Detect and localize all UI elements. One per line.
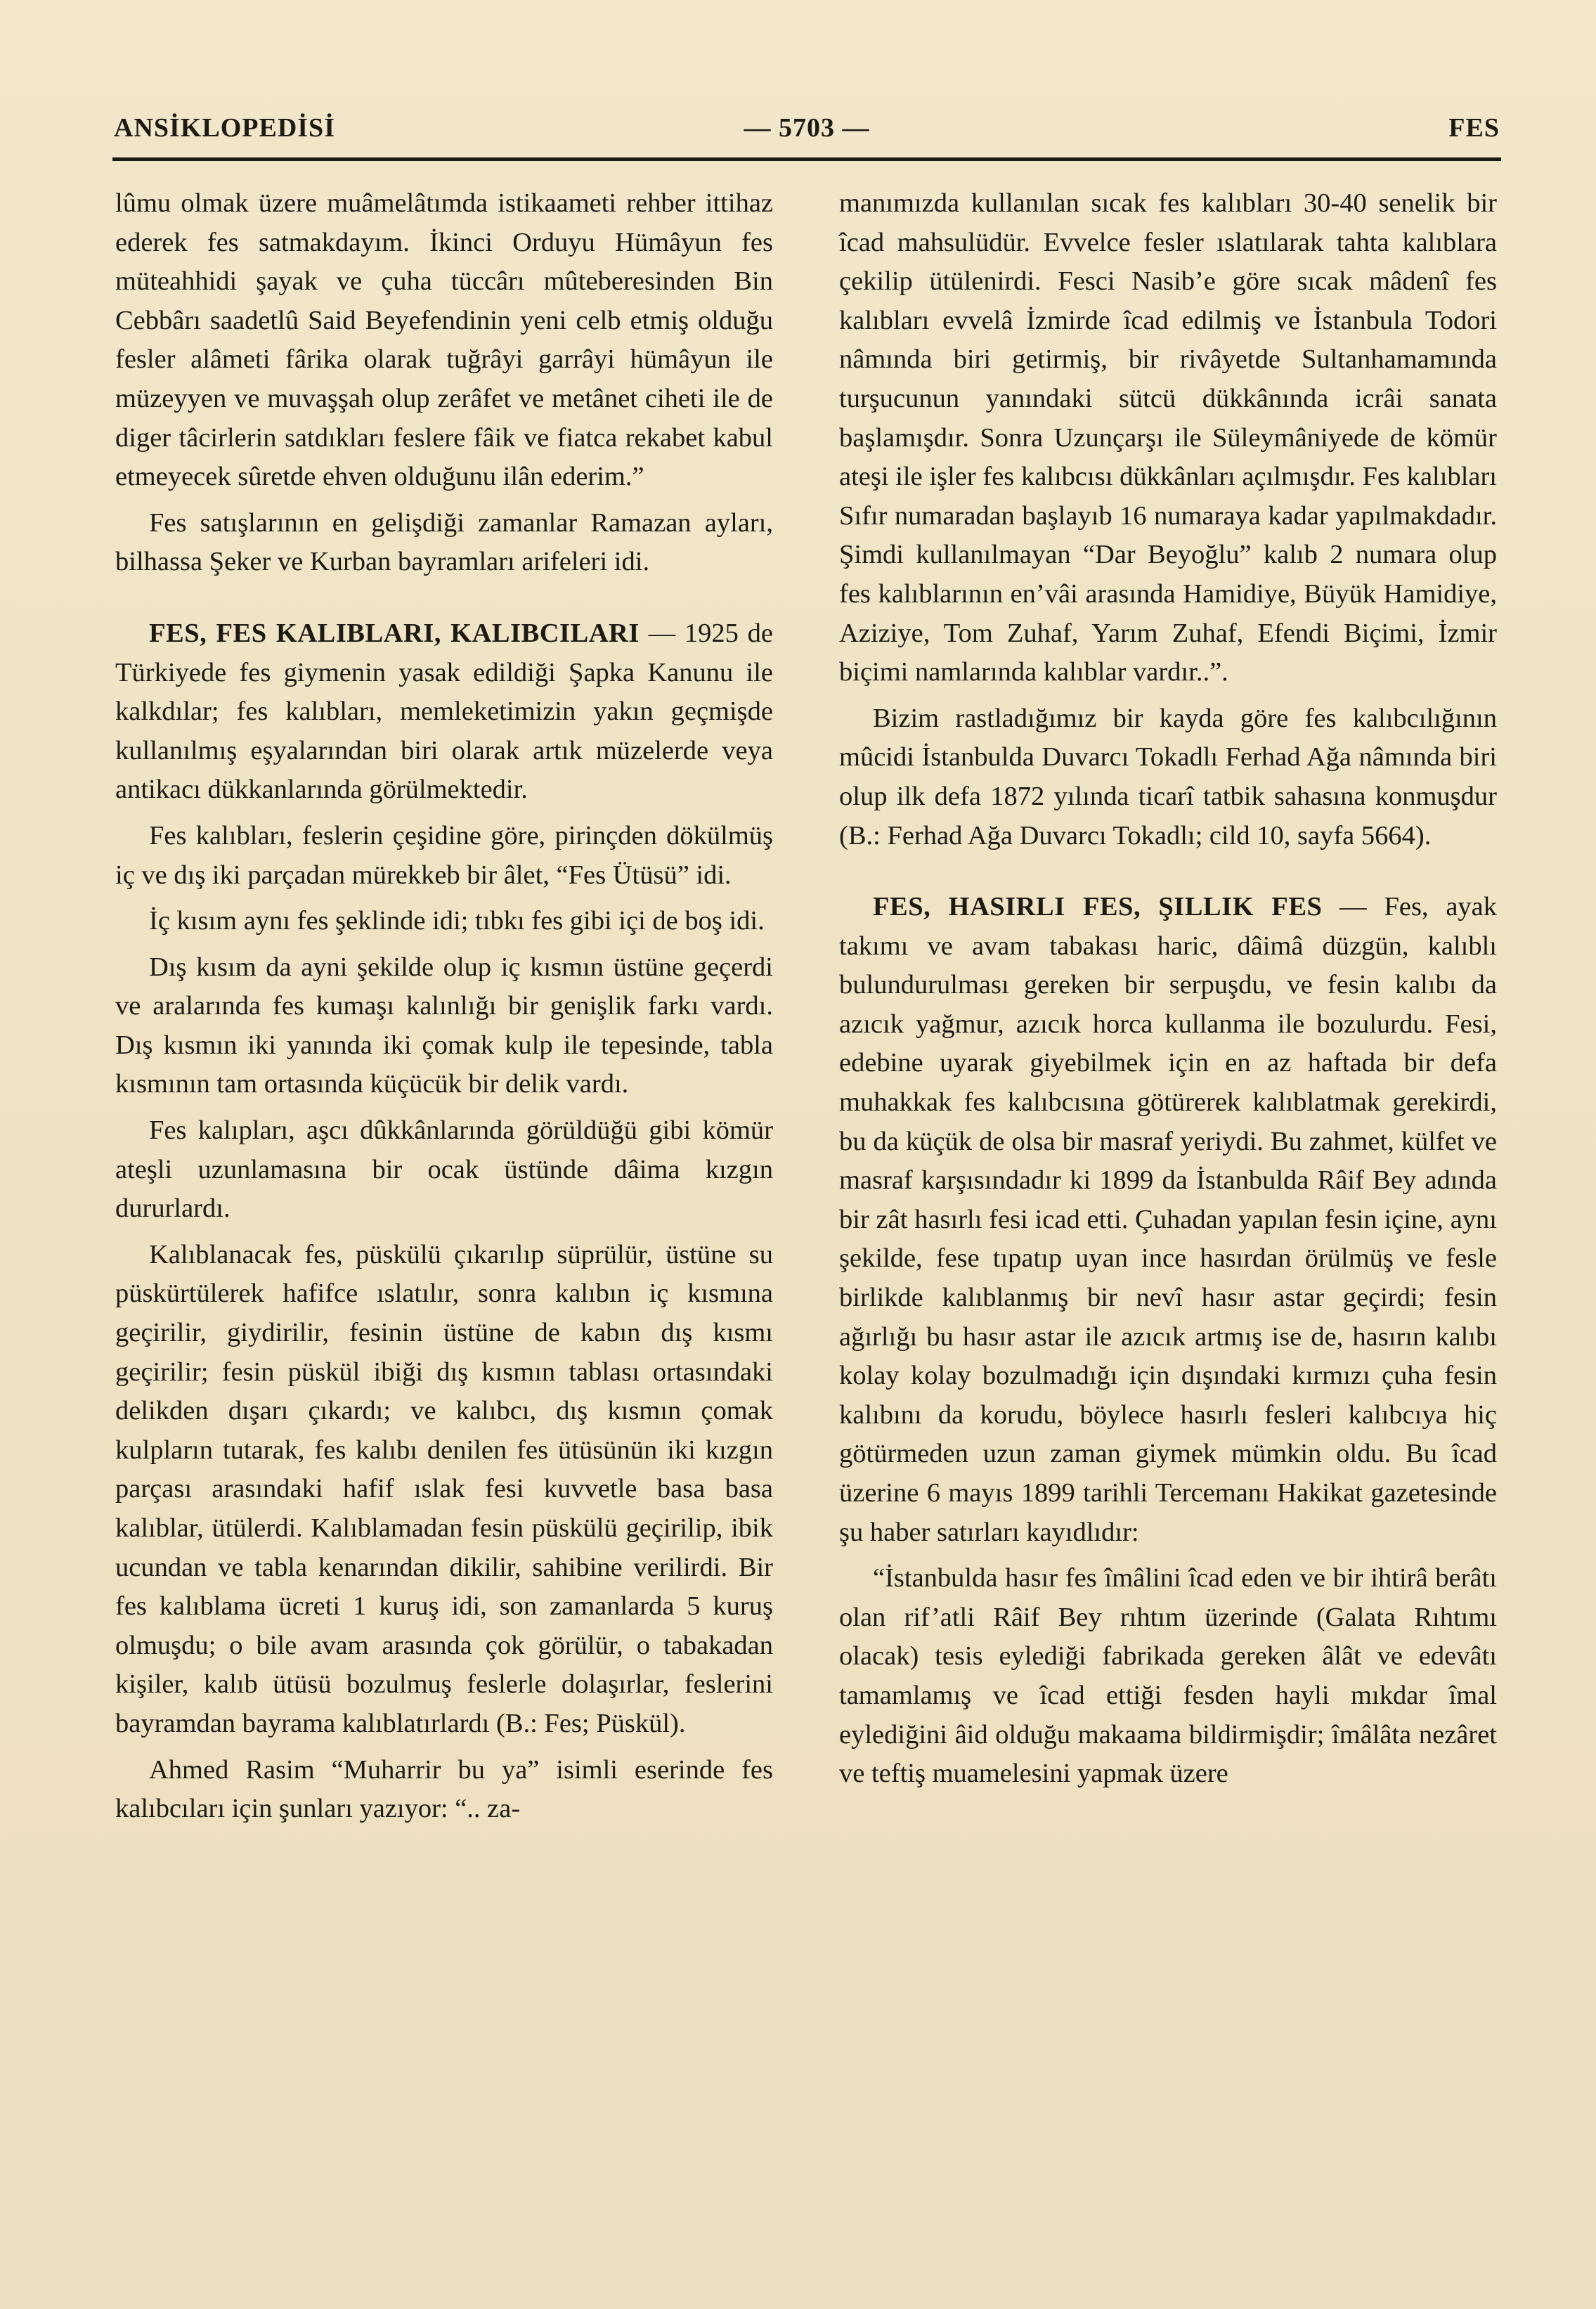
continued-paragraph: lûmu olmak üzere muâmelâtımda istikaameti rehber ittihaz ederek fes satmakdayım. İkinci Orduyu Hümâyun fes müteahhidi şayak ve çuha tüccârı mûteberesinden Bin Cebbârı saadetlû Said Beyefendinin yeni celb etmiş olduğu fesler alâmeti fârika olarak tuğrâyi garrâyi hümâyun ile müzeyyen ve muvaşşah olup zerâfet ve metânet ciheti ile de diger tâcirlerin satdıkları feslere fâik ve fiatca rekabet kabul etmeyecek sûretde ehven olduğunu ilân ederim.”	[115, 188, 773, 492]
paragraph: Fes kalıbları, feslerin çeşidine göre, pirinçden dökülmüş iç ve dış iki parçadan mürekkeb bir âlet, “Fes Ütüsü” idi.	[115, 820, 773, 890]
right-column	[839, 184, 1497, 1801]
section-lead-text: Fes, ayak takımı ve avam tabakası haric, dâimâ düzgün, kalıblı bulundurulması gereken bir serpuşdu, ve fesin kalıbı da azıcık yağmur, azıcık horca kullanma ile bozulurdu. Fesi, edebine uyarak giyebilmek için en az haftada bir defa muhakkak fes kalıbcısına götürerek kalıblatmak gerekirdi, bu da küçük de olsa bir masraf yeriydi. Bu zahmet, külfet ve masraf karşısındadır ki 1899 da İstanbulda Râif Bey adında bir zât hasırlı fesi icad etti. Çuhadan yapılan fesin içine, aynı şekilde, fese tıpatıp uyan ince hasırdan örülmüş ve fesle birlikde kalıblanmış bir nevî hasır astar geçirdi; fesin ağırlığı bu hasır astar ile azıcık artmış ise de, hasırın kalıbı kolay kolay bozulmadığı için dışındaki kırmızı çuha fesin kalıbını da korudu, böylece hasırlı fesleri kalıbcıya hiç götürmeden uzun zaman giymek mümkin oldu. Bu îcad üzerine 6 mayıs 1899 tarihli Tercemanı Hakikat gazetesinde şu haber satırları kayıdlıdır:	[839, 892, 1497, 1547]
section-heading: FES, HASIRLI FES, ŞILLIK FES	[873, 892, 1323, 922]
paragraph: Ahmed Rasim “Muharrir bu ya” isimli eserinde fes kalıbcıları için şunları yazıyor: “.. za-	[115, 1754, 773, 1824]
paragraph: Kalıblanacak fes, püskülü çıkarılıp süprülür, üstüne su püskürtülerek hafifce ıslatılır, sonra kalıbın iç kısmına geçirilir, giydirilir, fesinin üstüne de kabın dış kısmı geçirilir; fesin püskül ibiği dış kısmın tablası ortasındaki delikden dışarı çıkardı; ve kalıbcı, dış kısmın çomak kulpların tutarak, fes kalıbı denilen fes ütüsünün iki kızgın parçası arasındaki hafif ıslak fesi kuvvetle basa basa kalıblar, ütülerdi. Kalıblamadan fesin püskülü geçirilip, ibik ucundan ve tabla kenarından dikilir, sahibine verilirdi. Bir fes kalıblama ücreti 1 kuruş idi, son zamanlarda 5 kuruş olmuşdu; o bile avam arasında çok görülür, o tabakadan kişiler, kalıb ütüsü bozulmuş feslerle dolaşırlar, feslerini bayramdan bayrama kalıblatırlardı (B.: Fes; Püskül).	[115, 1239, 773, 1738]
quoted-paragraph: “İstanbulda hasır fes îmâlini îcad eden ve bir ihtirâ berâtı olan rif’atli Râif Bey rıhtım üzerinde (Galata Rıhtımı olacak) tesis eylediği fabrikada gereken âlât ve edevâtı tamamlamış ve îcad ettiği fesden hayli mıkdar îmal eylediğini âid olduğu makaama bildirmişdir; îmâlâta nezâret ve teftiş muamelesini yapmak üzere	[839, 1563, 1497, 1789]
header-rule	[112, 157, 1501, 161]
left-column	[115, 184, 773, 1836]
header-page-number: — 5703 —	[744, 113, 870, 143]
header-publication-title: ANSİKLOPEDİSİ	[114, 113, 335, 143]
paragraph: Fes satışlarının en gelişdiği zamanlar Ramazan ayları, bilhassa Şeker ve Kurban bayramları arifeleri idi.	[115, 507, 773, 577]
heading-dash: —	[1322, 892, 1384, 922]
paragraph: İç kısım aynı fes şeklinde idi; tıbkı fes gibi içi de boş idi.	[149, 906, 765, 936]
section-entry-fes-kaliblari	[115, 614, 773, 810]
section-lead-text: 1925 de Türkiyede fes giymenin yasak edildiği Şapka Kanunu ile kalkdılar; fes kalıbları, memleketimizin yakın geçmişde kullanılmış eşyalarından biri olarak artık müzelerde veya antikacı dükkanlarında görülmektedir.	[115, 618, 773, 805]
running-head	[114, 112, 1500, 155]
heading-dash: —	[639, 618, 685, 648]
header-entry-keyword: FES	[1448, 113, 1500, 143]
paragraph: Bizim rastladığımız bir kayda göre fes kalıbcılığının mûcidi İstanbulda Duvarcı Tokadlı Ferhad Ağa nâmında biri olup ilk defa 1872 yılında ticarî tatbik sahasına konmuşdur (B.: Ferhad Ağa Duvarcı Tokadlı; cild 10, sayfa 5664).	[839, 703, 1497, 850]
paragraph: Fes kalıpları, aşcı dûkkânlarında görüldüğü gibi kömür ateşli uzunlamasına bir ocak üstünde dâima kızgın dururlardı.	[115, 1115, 773, 1224]
section-entry-hasirli-fes	[839, 888, 1497, 1552]
paragraph: Dış kısım da ayni şekilde olup iç kısmın üstüne geçerdi ve aralarında fes kumaşı kalınlığı bir genişlik farkı vardı. Dış kısmın iki yanında iki çomak kulp ile tepesinde, tabla kısmının tam ortasında küçücük bir delik vardı.	[115, 952, 773, 1099]
continued-paragraph: manımızda kullanılan sıcak fes kalıbları 30-40 senelik bir îcad mahsulüdür. Evvelce fesler ıslatılarak tahta kalıblara çekilip ütülenirdi. Fesci Nasib’e göre sıcak mâdenî fes kalıbları evvelâ İzmirde îcad edilmiş ve İstanbula Todori nâmında biri getirmiş, bir rivâyetde Sultanhamamında turşucunun yanındaki sütcü dükkânında icrâi sanata başlamışdır. Sonra Uzunçarşı ile Süleymâniyede de kömür ateşi ile işler fes kalıbcısı dükkânları açılmışdır. Fes kalıbları Sıfır numaradan başlayıb 16 numaraya kadar yapılmakdadır. Şimdi kullanılmayan “Dar Beyoğlu” kalıb 2 numara olup fes kalıblarının en’vâi arasında Hamidiye, Büyük Hamidiye, Aziziye, Tom Zuhaf, Yarım Zuhaf, Efendi Biçimi, İzmir biçimi namlarında kalıblar vardır..”.	[839, 188, 1497, 687]
section-heading: FES, FES KALIBLARI, KALIBCILARI	[149, 618, 640, 648]
